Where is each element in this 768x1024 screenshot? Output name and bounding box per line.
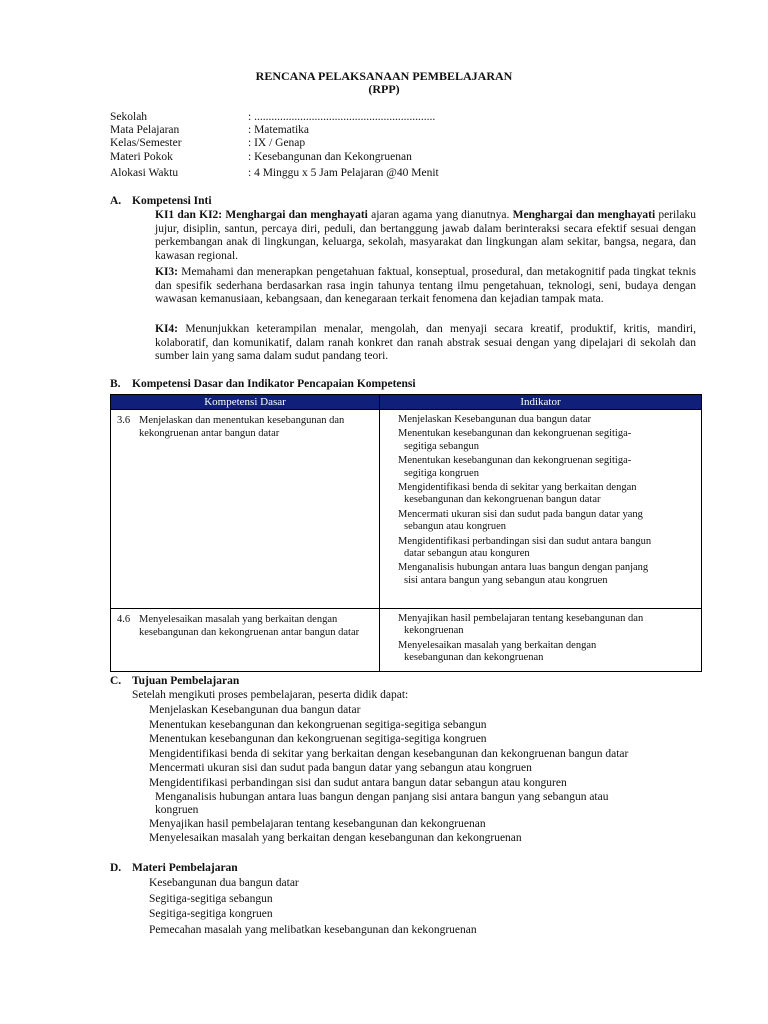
list-item: Segitiga-segitiga sebangun [149, 892, 273, 905]
identity-value: : ............................................................... [248, 111, 436, 123]
list-item: Menentukan kesebangunan dan kekongruenan segitiga- segitiga sebangun [398, 428, 632, 452]
objectives-intro: Setelah mengikuti proses pembelajaran, peserta didik dapat: [132, 689, 409, 701]
section-letter: A. [110, 195, 122, 207]
identity-row-topic [110, 151, 412, 164]
list-item: Menyelesaikan masalah yang berkaitan dengan kesebangunan dan kekongruenan [398, 639, 597, 664]
ki12-text-1: ajaran agama yang dianutnya. [371, 209, 510, 221]
identity-row-subject [110, 124, 309, 137]
list-item: Segitiga-segitiga kongruen [149, 908, 273, 920]
identity-row-time [110, 167, 439, 180]
identity-row-school [110, 111, 435, 124]
identity-label: Sekolah [110, 111, 148, 123]
indicator-cell [380, 609, 702, 672]
list-item: Mengidentifikasi benda di sekitar yang berkaitan dengan kesebangunan dan kekongruenan bangun datar [398, 482, 637, 506]
list-item-continuation: kongruen [155, 803, 199, 816]
indicator-cell [380, 410, 702, 609]
list-item: Mengidentifikasi benda di sekitar yang berkaitan dengan kesebangunan dan kekongruenan bangun datar [149, 747, 629, 760]
identity-label: Materi Pokok [110, 151, 173, 163]
ki12-bold-2: Menghargai dan menghayati [512, 209, 656, 221]
section-d-heading [110, 862, 238, 874]
document-subtitle: (RPP) [368, 82, 400, 96]
kd-text: Menyelesaikan masalah yang berkaitan dengan kesebangunan dan kekongruenan antar bangun datar [139, 614, 360, 638]
kd-cell [111, 410, 380, 609]
document-title: RENCANA PELAKSANAAN PEMBELAJARAN [255, 69, 513, 83]
list-item: Menyajikan hasil pembelajaran tentang kesebangunan dan kekongruenan [398, 613, 644, 637]
list-item: Menyelesaikan masalah yang berkaitan dengan kesebangunan dan kekongruenan [149, 832, 522, 845]
identity-row-class [110, 137, 305, 150]
materials-list [149, 876, 477, 938]
ki12-paragraph [155, 209, 696, 263]
ki4-paragraph [155, 323, 696, 364]
list-item: Mengidentifikasi perbandingan sisi dan sudut antara bangun datar sebangun atau konguren [149, 776, 567, 789]
section-title: Kompetensi Inti [132, 195, 212, 207]
ki3-label: KI3: [155, 266, 178, 278]
list-item: Mencermati ukuran sisi dan sudut pada bangun datar yang sebangun atau kongruen [398, 508, 643, 533]
kd-cell [111, 609, 380, 672]
kd-number: 3.6 [117, 415, 131, 426]
section-title: Materi Pembelajaran [132, 862, 238, 874]
kd-text: Menjelaskan dan menentukan kesebangunan dan kekongruenan antar bangun datar [139, 415, 345, 439]
ki3-paragraph [155, 266, 696, 307]
table-row [111, 410, 702, 609]
list-item: Mengidentifikasi perbandingan sisi dan sudut antara bangun datar sebangun atau konguren [398, 535, 652, 560]
column-header-indicator: Indikator [380, 395, 702, 410]
ki3-text: Memahami dan menerapkan pengetahuan faktual, konseptual, prosedural, dan metakognitif pada tingkat teknis dan spesifik sederhana berdasarkan rasa ingin tahunya tentang ilmu pengetahuan, teknologi, seni, budaya dengan wawasan kemanusiaan, kebangsaan, dan kenegaraan terkait fenomena dan kejadian tampak mata. [155, 266, 696, 306]
kd-number: 4.6 [117, 614, 131, 625]
section-b-heading [110, 378, 416, 390]
ki4-text: Menunjukkan keterampilan menalar, mengolah, dan menyaji secara kreatif, produktif, kritis, mandiri, kolaboratif, dan komunikatif, dalam ranah konkret dan ranah abstrak sesuai dengan yang dipelajari di sekolah dan sumber lain yang sama dalam sudut pandang teori. [155, 323, 697, 363]
identity-value: : Matematika [248, 124, 309, 136]
list-item: Pemecahan masalah yang melibatkan kesebangunan dan kekongruenan [149, 923, 477, 936]
list-item: Kesebangunan dua bangun datar [149, 877, 299, 889]
ki12-label: KI1 dan KI2: [155, 209, 223, 221]
list-item: Menentukan kesebangunan dan kekongruenan segitiga-segitiga kongruen [149, 733, 487, 746]
identity-label: Kelas/Semester [110, 137, 182, 149]
section-letter: C. [110, 675, 122, 687]
list-item: Menentukan kesebangunan dan kekongruenan segitiga- segitiga kongruen [398, 455, 632, 479]
section-title: Kompetensi Dasar dan Indikator Pencapaian Kompetensi [132, 378, 416, 390]
list-item: Menganalisis hubungan antara luas bangun dengan panjang sisi antara bangun yang sebangun atau kongruen [398, 562, 649, 586]
section-c-heading [110, 675, 239, 687]
column-header-kd: Kompetensi Dasar [111, 395, 380, 410]
ki4-label: KI4: [155, 323, 178, 335]
ki12-bold-1: Menghargai dan menghayati [225, 209, 368, 221]
list-item: Menjelaskan Kesebangunan dua bangun datar [398, 414, 592, 425]
list-item: Menganalisis hubungan antara luas bangun dengan panjang sisi antara bangun yang sebangun atau [155, 790, 609, 803]
objectives-list [149, 703, 628, 846]
section-title: Tujuan Pembelajaran [132, 675, 240, 687]
section-letter: B. [110, 378, 121, 390]
identity-label: Alokasi Waktu [110, 167, 179, 179]
competency-table [110, 394, 702, 672]
ki12-text-2: perilaku jujur, disiplin, santun, percaya diri, peduli, dan bertanggung jawab dalam berinteraksi secara efektif sesuai dengan perkembangan anak di lingkungan, keluarga, sekolah, masyarakat dan lingkungan alam sekitar, bangsa, negara, dan kawasan regional. [155, 209, 697, 262]
identity-value: : IX / Genap [248, 137, 306, 149]
list-item: Mencermati ukuran sisi dan sudut pada bangun datar yang sebangun atau kongruen [149, 762, 532, 775]
identity-value: : 4 Minggu x 5 Jam Pelajaran @40 Menit [248, 167, 439, 179]
list-item: Menyajikan hasil pembelajaran tentang kesebangunan dan kekongruenan [149, 817, 486, 830]
section-a-heading [110, 195, 212, 207]
list-item: Menentukan kesebangunan dan kekongruenan segitiga-segitiga sebangun [149, 718, 487, 731]
table-header-row [111, 395, 702, 410]
identity-label: Mata Pelajaran [110, 124, 180, 136]
section-letter: D. [110, 862, 122, 874]
table-row [111, 609, 702, 672]
identity-value: : Kesebangunan dan Kekongruenan [248, 151, 412, 163]
list-item: Menjelaskan Kesebangunan dua bangun datar [149, 704, 361, 716]
